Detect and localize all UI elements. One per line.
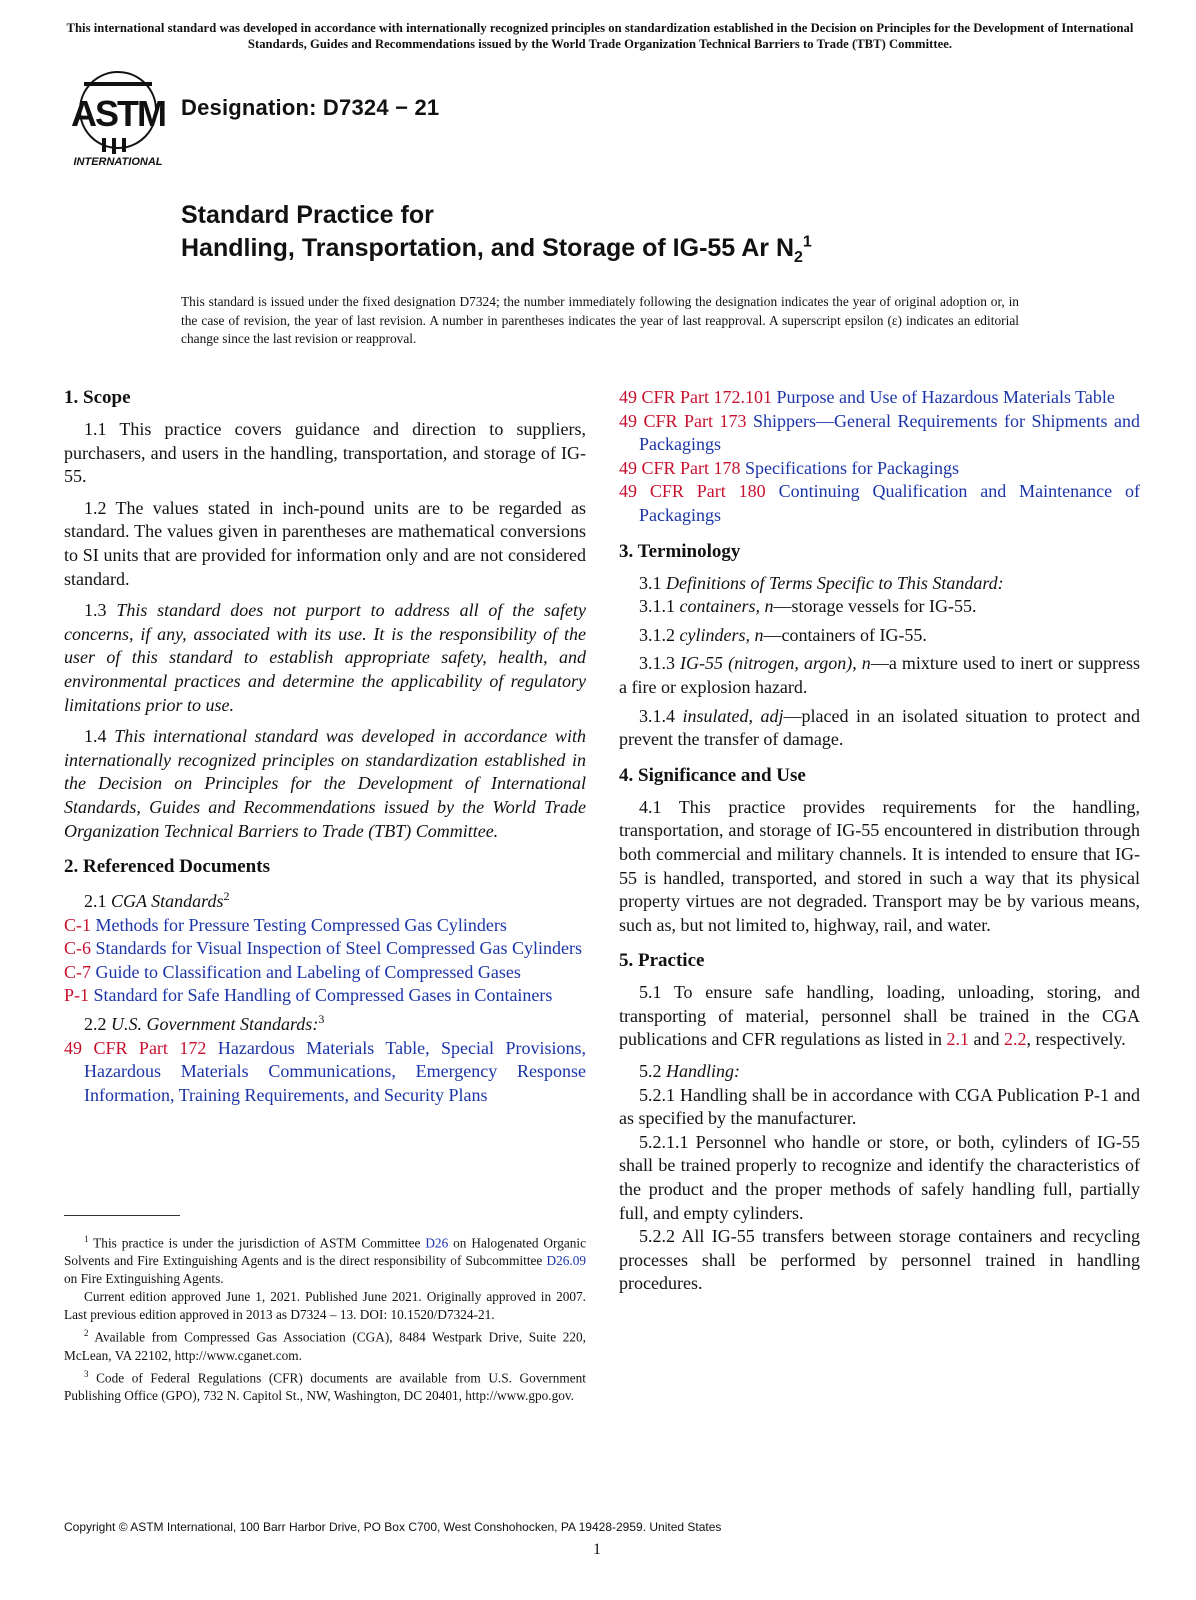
subcommittee-link[interactable]: D26.09	[546, 1253, 586, 1269]
trade-banner: This international standard was developed in accordance with internationally recognized principles on standardization established in the Decision on Principles for the Development of International Standards, Guides and Recommendations issued by the World Trade Organization Technical Barriers to Trade (TBT) Committee.	[66, 21, 1134, 51]
para-3-1: 3.1 Definitions of Terms Specific to This Standard:	[639, 572, 1004, 593]
reference-item[interactable]	[64, 961, 586, 985]
designation: Designation: D7324 − 21	[181, 95, 440, 120]
svg-text:ASTM: ASTM	[71, 93, 165, 134]
section-2-heading: 2. Referenced Documents	[64, 856, 270, 878]
para-1-1: 1.1 This practice covers guidance and direction to suppliers, purchasers, and users in the handling, transportation, and storage of IG-55.	[64, 419, 586, 487]
reference-code[interactable]: 49 CFR Part 173	[619, 410, 747, 431]
para-1-2: 1.2 The values stated in inch-pound units are to be regarded as standard. The values given in parentheses are mathematical conversions to SI units that are provided for information only and are not considered standard.	[64, 497, 586, 589]
para-1-4: 1.4 This international standard was developed in accordance with internationally recognized principles on standardization established in the Decision on Principles for the Development of International Standards, Guides and Recommendations issued by the World Trade Organization Technical Barriers to Trade (TBT) Committee.	[64, 726, 586, 841]
reference-item[interactable]	[619, 410, 1140, 457]
reference-item[interactable]	[64, 914, 586, 938]
committee-link[interactable]: D26	[425, 1235, 449, 1251]
footnote-1: $^1$ This practice is under the jurisdiction of ASTM Committee D26 on Halogenated Organic Solvents and Fire Extinguishing Agents and is the direct responsibility of Subcommittee D26.09 on Fire Extinguishing Agents.	[64, 1234, 587, 1287]
para-4-1: 4.1 This practice provides requirements for the handling, transportation, and storage of IG-55 encountered in distribution through both commercial and military channels. It is intended to ensure that IG-55 is handled, transported, and stored in such a way that its physical property virtues are not degraded. Transport may be by various means, such as, but not limited to, highway, rail, and water.	[619, 796, 1140, 935]
reference-title[interactable]: Standards for Visual Inspection of Steel Compressed Gas Cylinders	[95, 938, 583, 959]
term-definition: 3.1.3 IG-55 (nitrogen, argon), n—a mixture used to inert or suppress a fire or explosion hazard.	[619, 653, 1141, 697]
reference-code[interactable]: C-6	[64, 938, 91, 959]
reference-title[interactable]: Continuing Qualification and Maintenance of Packagings	[639, 481, 1140, 525]
footnote-2: $^2$ Available from Compressed Gas Association (CGA), 8484 Westpark Drive, Suite 220, McLean, VA 22102, http://www.cganet.com.	[64, 1328, 586, 1363]
reference-code[interactable]: 49 CFR Part 178	[619, 457, 741, 478]
cross-ref-link[interactable]: 2.1	[946, 1029, 969, 1050]
footnote-3: $^3$ Code of Federal Regulations (CFR) documents are available from U.S. Government Publishing Office (GPO), 732 N. Capitol St., NW, Washington, DC 20401, http://www.gpo.gov.	[64, 1368, 586, 1404]
cross-ref-link[interactable]: 2.2	[1003, 1029, 1027, 1050]
reference-code[interactable]: 49 CFR Part 172	[64, 1037, 207, 1058]
astm-logo	[66, 68, 170, 168]
svg-text:INTERNATIONAL: INTERNATIONAL	[73, 156, 163, 168]
reference-item[interactable]	[619, 480, 1140, 527]
reference-code[interactable]: P-1	[64, 985, 90, 1006]
para-1-3: 1.3 This standard does not purport to address all of the safety concerns, if any, associated with its use. It is the responsibility of the user of this standard to establish appropriate safety, health, and environmental practices and determine the applicability of regulatory limitations prior to use.	[64, 600, 587, 715]
designation-note: This standard is issued under the fixed designation D7324; the number immediately following the designation indicates the year of original adoption or, in the case of revision, the year of last revision. A number in parentheses indicates the year of last reapproval. A superscript epsilon (ε) indicates an editorial change since the last revision or reapproval.	[181, 294, 1019, 346]
footnote-rule	[64, 1215, 180, 1216]
left-column	[64, 386, 586, 1107]
section-1-heading: 1. Scope	[64, 387, 131, 408]
reference-title[interactable]: Guide to Classification and Labeling of Compressed Gases	[95, 961, 521, 982]
para-2-1: 2.1 CGA Standards$^2$	[84, 889, 230, 912]
term-definition: 3.1.4 insulated, adj—placed in an isolated situation to protect and prevent the transfer of damage.	[619, 705, 1141, 750]
reference-item[interactable]	[619, 386, 1140, 410]
para-5-2-2: 5.2.2 All IG-55 transfers between storage containers and recycling processes shall be performed by personnel trained in handling procedures.	[619, 1226, 1140, 1294]
title-line-2: Handling, Transportation, and Storage of IG-55 Ar $N_2^1$	[181, 233, 812, 266]
para-5-2-1: 5.2.1 Handling shall be in accordance with CGA Publication P-1 and as specified by the manufacturer.	[619, 1084, 1140, 1129]
reference-title[interactable]: Standard for Safe Handling of Compressed Gases in Containers	[93, 985, 553, 1006]
section-3-heading: 3. Terminology	[619, 540, 741, 562]
reference-code[interactable]: C-1	[64, 914, 91, 935]
reference-item[interactable]	[64, 984, 586, 1008]
reference-title[interactable]: Shippers—General Requirements for Shipments and Packagings	[639, 410, 1140, 455]
footnotes	[64, 1230, 586, 1405]
copyright-line: Copyright © ASTM International, 100 Barr Harbor Drive, PO Box C700, West Conshohocken, PA 19428-2959. United States	[64, 1520, 722, 1534]
footnote-1-edition: Current edition approved June 1, 2021. Published June 2021. Originally approved in 2007. Last previous edition approved in 2013 as D7324 – 13. DOI: 10.1520/D7324-21.	[64, 1289, 586, 1323]
para-5-2: 5.2 Handling:	[639, 1061, 740, 1082]
reference-title[interactable]: Specifications for Packagings	[745, 457, 959, 478]
section-4-heading: 4. Significance and Use	[619, 764, 806, 786]
right-column	[619, 386, 1140, 1296]
term-definition: 3.1.1 containers, n—storage vessels for IG-55.	[639, 596, 977, 617]
term-definition: 3.1.2 cylinders, n—containers of IG-55.	[639, 624, 927, 645]
reference-title[interactable]: Purpose and Use of Hazardous Materials Table	[776, 387, 1115, 407]
reference-title[interactable]: Hazardous Materials Table, Special Provisions, Hazardous Materials Communications, Emergency Response Information, Training Requirements, and Security Plans	[84, 1037, 586, 1105]
reference-item[interactable]	[64, 1037, 586, 1108]
reference-code[interactable]: C-7	[64, 961, 91, 982]
title-line-1: Standard Practice for	[181, 201, 434, 229]
page-number: 1	[593, 1541, 601, 1558]
document-title	[181, 199, 812, 265]
para-5-2-1-1: 5.2.1.1 Personnel who handle or store, or both, cylinders of IG-55 shall be trained properly to recognize and identify the characteristics of the product and the proper methods of safely handling full, partially full, and empty cylinders.	[619, 1131, 1140, 1223]
reference-item[interactable]	[64, 937, 586, 961]
reference-code[interactable]: 49 CFR Part 172.101	[619, 387, 773, 407]
reference-code[interactable]: 49 CFR Part 180	[619, 481, 766, 502]
section-5-heading: 5. Practice	[619, 950, 705, 972]
reference-item[interactable]	[619, 457, 1140, 481]
para-5-1: 5.1 To ensure safe handling, loading, unloading, storing, and transporting of material, personnel shall be trained in the CGA publications and CFR regulations as listed in 2.1 and 2.2, respectively.	[619, 982, 1140, 1050]
reference-title[interactable]: Methods for Pressure Testing Compressed Gas Cylinders	[95, 914, 507, 935]
para-2-2: 2.2 U.S. Government Standards:$^3$	[84, 1012, 325, 1035]
